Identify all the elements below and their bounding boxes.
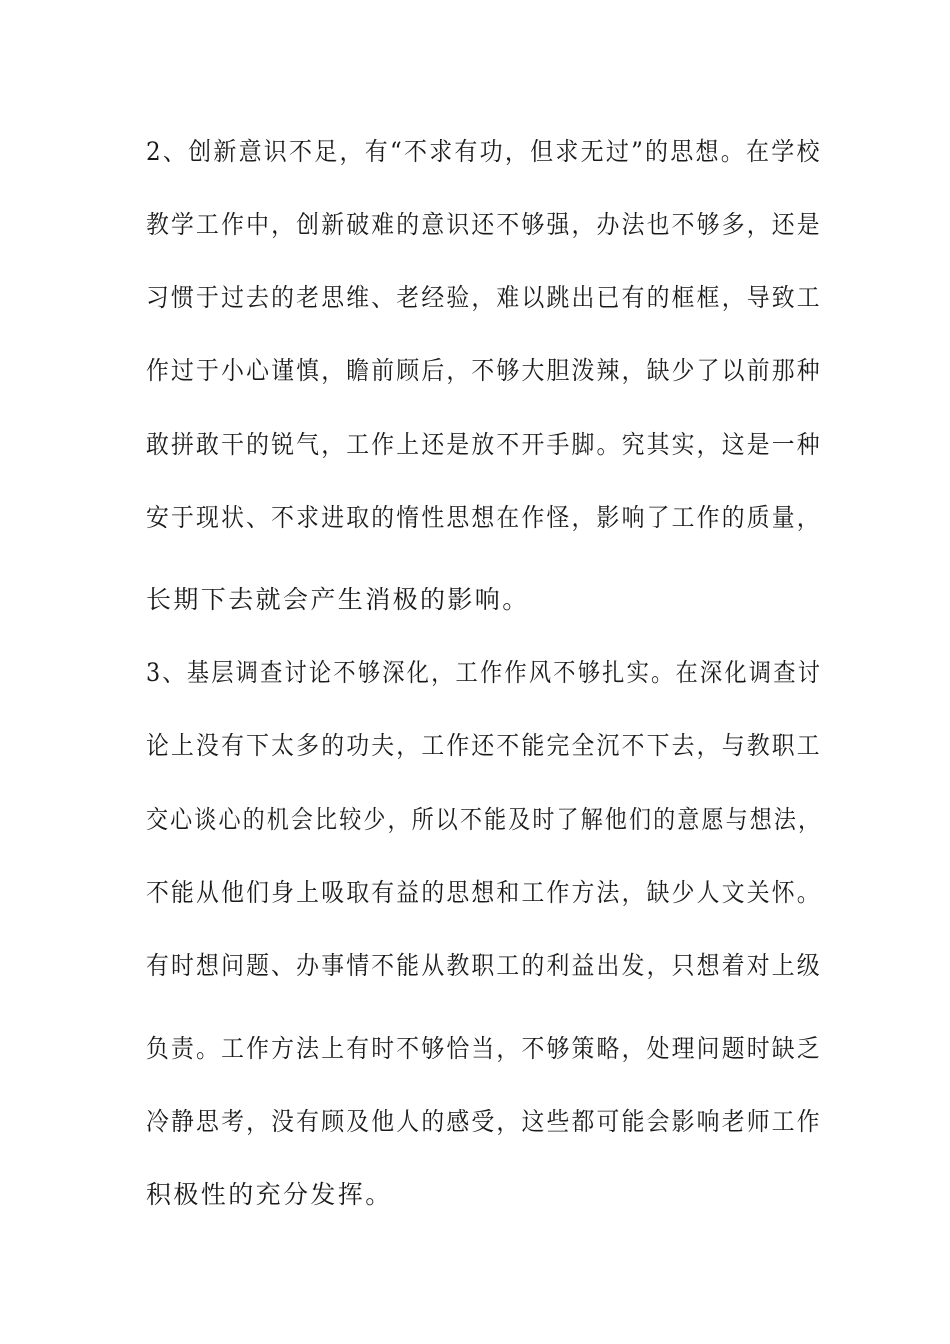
text-line: 冷静思考，没有顾及他人的感受，这些都可能会影响老师工作 xyxy=(146,1107,822,1136)
text-line: 作过于小心谨慎，瞻前顾后，不够大胆泼辣，缺少了以前那种 xyxy=(146,356,822,385)
text-line: 有时想问题、办事情不能从教职工的利益出发，只想着对上级 xyxy=(146,951,822,980)
text-line: 2、创新意识不足，有“不求有功，但求无过”的思想。在学校 xyxy=(146,137,822,166)
text-line: 安于现状、不求进取的惰性思想在作怪，影响了工作的质量， xyxy=(146,503,822,532)
text-line: 长期下去就会产生消极的影响。 xyxy=(146,585,530,614)
text-line: 论上没有下太多的功夫，工作还不能完全沉不下去，与教职工 xyxy=(146,731,822,760)
text-line: 教学工作中，创新破难的意识还不够强，办法也不够多，还是 xyxy=(146,210,822,239)
text-line: 习惯于过去的老思维、老经验，难以跳出已有的框框，导致工 xyxy=(146,283,822,312)
text-line: 3、基层调查讨论不够深化，工作作风不够扎实。在深化调查讨 xyxy=(146,658,823,687)
text-line: 敢拼敢干的锐气，工作上还是放不开手脚。究其实，这是一种 xyxy=(146,430,822,459)
text-line: 不能从他们身上吸取有益的思想和工作方法，缺少人文关怀。 xyxy=(146,878,822,907)
text-line: 积极性的充分发挥。 xyxy=(146,1180,393,1209)
text-line: 交心谈心的机会比较少，所以不能及时了解他们的意愿与想法， xyxy=(146,805,823,834)
text-line: 负责。工作方法上有时不够恰当，不够策略，处理问题时缺乏 xyxy=(146,1034,822,1063)
